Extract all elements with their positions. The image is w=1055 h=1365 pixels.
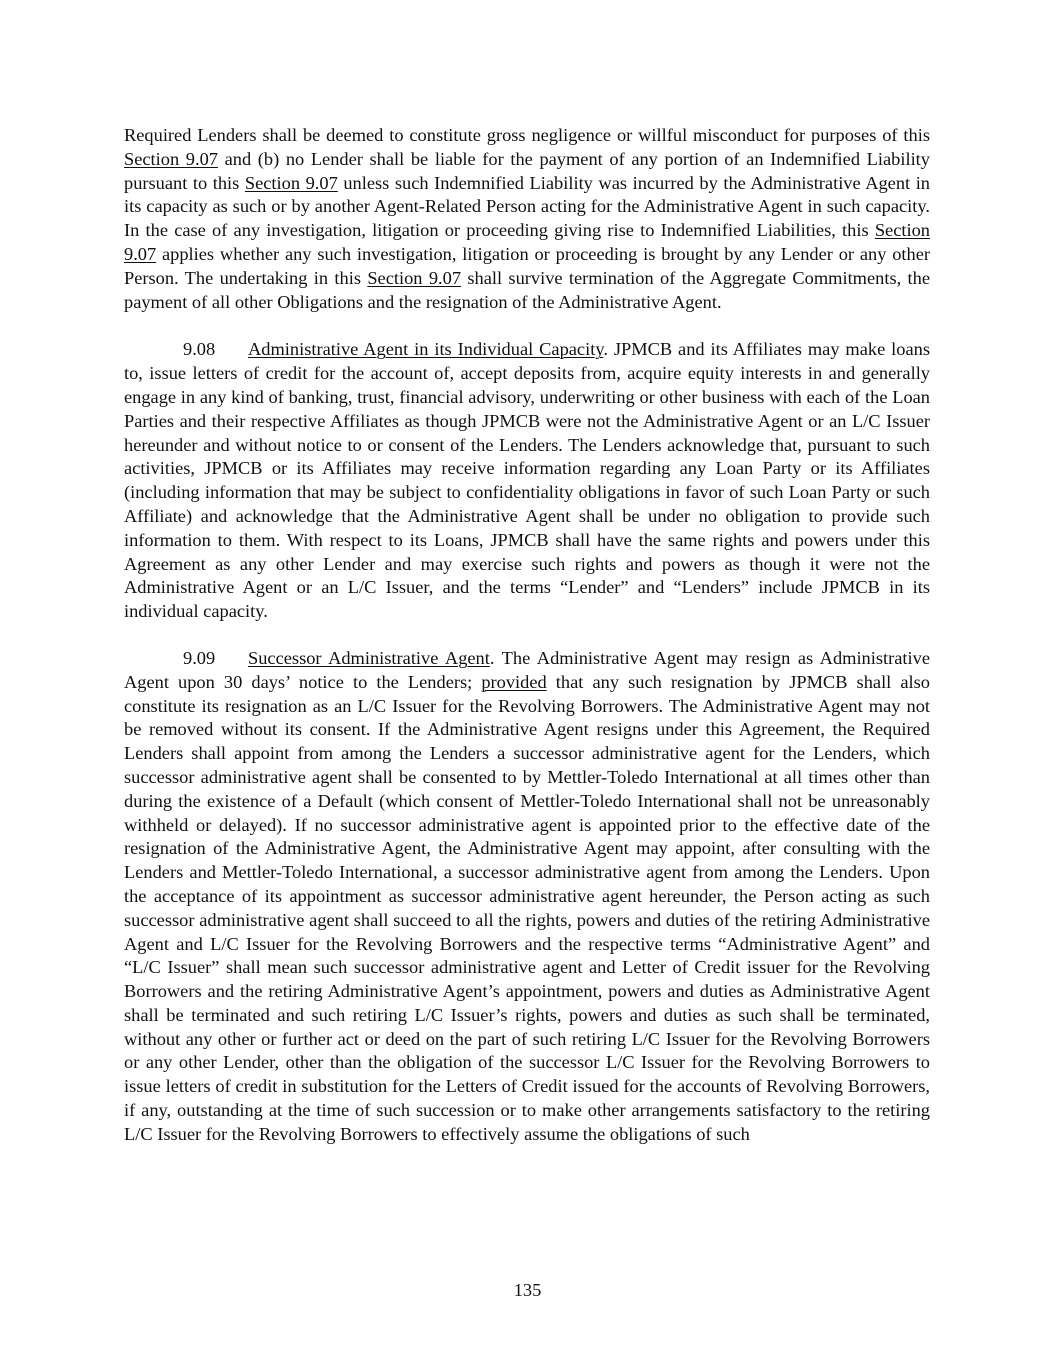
section-reference-9-07: Section 9.07 [124,148,218,169]
text-run: applies whether any such investigation, litigation or proceeding is brought by any Lender or any other Person. The undertaking in this [124,243,930,288]
section-body: . The Administrative Agent may resign as Administrative Agent upon 30 days’ notice to the Lenders; [124,647,930,692]
section-number: 9.08 [183,339,216,360]
text-run: and (b) no Lender shall be liable for the payment of any portion of an Indemnified Liability pursuant to this [124,148,930,193]
section-9-09 [124,647,930,1147]
provided-term: provided [481,671,547,692]
section-9-08 [124,338,930,624]
paragraph-section-9-07-continued [124,124,930,314]
section-reference-9-07: Section 9.07 [367,267,462,288]
section-heading: Successor Administrative Agent [248,647,490,668]
text-run: unless such Indemnified Liability was incurred by the Administrative Agent in its capacity as such or by another Agent-Related Person acting for the Administrative Agent in such capacity. In the case of any investigation, litigation or proceeding giving rise to Indemnified Liabilities, this [124,172,931,241]
section-heading: Administrative Agent in its Individual Capacity [248,339,604,360]
section-body: . JPMCB and its Affiliates may make loans to, issue letters of credit for the account of, accept deposits from, acquire equity interests in and generally engage in any kind of banking, trust, financial advisory, underwriting or other business with each of the Loan Parties and their respective Affiliates as though JPMCB were not the Administrative Agent or an L/C Issuer hereunder and without notice to or consent of the Lenders. The Lenders acknowledge that, pursuant to such activities, JPMCB or its Affiliates may receive information regarding any Loan Party or its Affiliates (including information that may be subject to confidentiality obligations in favor of such Loan Party or such Affiliate) and acknowledge that the Administrative Agent shall be under no obligation to provide such information to them. With respect to its Loans, JPMCB shall have the same rights and powers under this Agreement as any other Lender and may exercise such rights and powers as though it were not the Administrative Agent or an L/C Issuer, and the terms “Lender” and “Lenders” include JPMCB in its individual capacity. [124,339,931,622]
section-number: 9.09 [183,647,216,668]
section-body: that any such resignation by JPMCB shall also constitute its resignation as an L/C Issuer for the Revolving Borrowers. The Administrative Agent may not be removed without its consent. If the Administrative Agent resigns under this Agreement, the Required Lenders shall appoint from among the Lenders a successor administrative agent for the Lenders, which successor administrative agent shall be consented to by Mettler-Toledo International at all times other than during the existence of a Default (which consent of Mettler-Toledo International shall not be unreasonably withheld or delayed). If no successor administrative agent is appointed prior to the effective date of the resignation of the Administrative Agent, the Administrative Agent may appoint, after consulting with the Lenders and Mettler-Toledo International, a successor administrative agent from among the Lenders. Upon the acceptance of its appointment as successor administrative agent hereunder, the Person acting as such successor administrative agent shall succeed to all the rights, powers and duties of the retiring Administrative Agent and L/C Issuer for the Revolving Borrowers and the respective terms “Administrative Agent” and “L/C Issuer” shall mean such successor administrative agent and Letter of Credit issuer for the Revolving Borrowers and the retiring Administrative Agent’s appointment, powers and duties as Administrative Agent shall be terminated and such retiring L/C Issuer’s rights, powers and duties as such shall be terminated, without any other or further act or deed on the part of such retiring L/C Issuer for the Revolving Borrowers or any other Lender, other than the obligation of the successor L/C Issuer for the Revolving Borrowers to issue letters of credit in substitution for the Letters of Credit issued for the accounts of Revolving Borrowers, if any, outstanding at the time of such succession or to make other arrangements satisfactory to the retiring L/C Issuer for the Revolving Borrowers to effectively assume the obligations of such [124,671,930,1144]
document-page [124,124,930,1170]
text-run: shall survive termination of the Aggregate Commitments, the payment of all other Obligations and the resignation of the Administrative Agent. [124,267,931,312]
text-run: Required Lenders shall be deemed to constitute gross negligence or willful misconduct for purposes of this [124,125,930,145]
section-reference-9-07: Section 9.07 [124,220,930,264]
section-reference-9-07: Section 9.07 [244,172,338,193]
page-number: 135 [513,1280,542,1300]
